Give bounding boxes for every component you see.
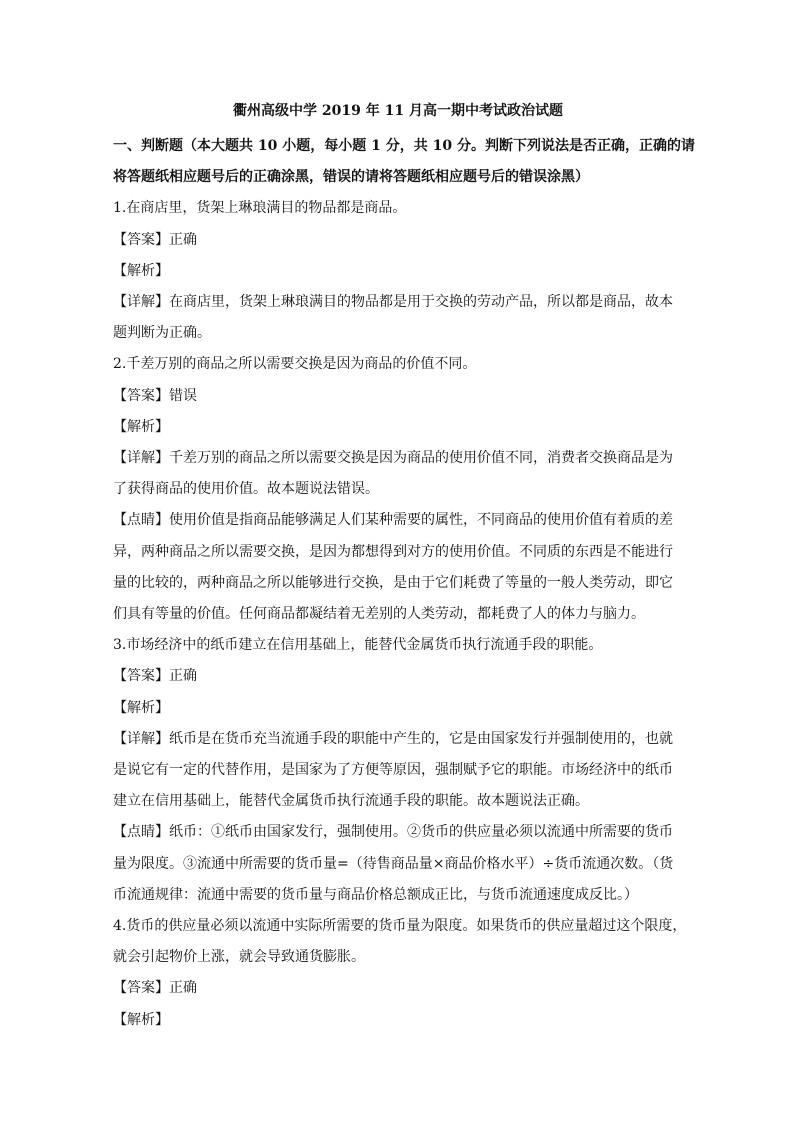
question-3-detail-line-1: 【详解】纸币是在货币充当流通手段的职能中产生的，它是由国家发行并强制使用的，也就	[113, 730, 673, 747]
question-1-analysis-label: 【解析】	[113, 262, 169, 279]
question-1-answer: 【答案】正确	[113, 231, 197, 248]
question-3-analysis-label: 【解析】	[113, 699, 169, 716]
question-1-detail-line-2: 题判断为正确。	[113, 325, 211, 342]
question-3-detail-line-3: 建立在信用基础上，能替代金属货币执行流通手段的职能。故本题说法正确。	[113, 793, 589, 810]
question-1: 1.在商店里，货架上琳琅满目的物品都是商品。	[113, 200, 407, 217]
question-4-line-1: 4.货币的供应量必须以流通中实际所需要的货币量为限度。如果货币的供应量超过这个限度，	[113, 918, 687, 935]
question-3-answer: 【答案】正确	[113, 668, 197, 685]
exam-title: 衢州高级中学 2019 年 11 月高一期中考试政治试题	[233, 103, 563, 119]
section-heading-line-1: 一、判断题（本大题共 10 小题，每小题 1 分，共 10 分。判断下列说法是否正确，正确的请	[113, 138, 695, 154]
question-4-answer: 【答案】正确	[113, 980, 197, 997]
question-2-note-line-2: 异，两种商品之所以需要交换，是因为都想得到对方的使用价值。不同质的东西是不能进行	[113, 543, 673, 560]
document-page	[113, 100, 695, 1036]
question-3-note-line-2: 量为限度。③流通中所需要的货币量=（待售商品量×商品价格水平）÷货币流通次数。（货	[113, 855, 674, 872]
question-2-detail-line-1: 【详解】千差万别的商品之所以需要交换是因为商品的使用价值不同，消费者交换商品是为	[113, 450, 673, 467]
question-1-detail-line-1: 【详解】在商店里，货架上琳琅满目的物品都是用于交换的劳动产品，所以都是商品，故本	[113, 294, 673, 311]
question-2-analysis-label: 【解析】	[113, 418, 169, 435]
question-2-detail-line-2: 了获得商品的使用价值。故本题说法错误。	[113, 481, 379, 498]
question-2: 2.千差万别的商品之所以需要交换是因为商品的价值不同。	[113, 356, 477, 373]
question-3: 3.市场经济中的纸币建立在信用基础上，能替代金属货币执行流通手段的职能。	[113, 637, 603, 654]
question-2-note-line-1: 【点睛】使用价值是指商品能够满足人们某种需要的属性，不同商品的使用价值有着质的差	[113, 512, 673, 529]
question-4-line-2: 就会引起物价上涨，就会导致通货膨胀。	[113, 949, 365, 966]
section-heading-line-2: 将答题纸相应题号后的正确涂黑，错误的请将答题纸相应题号后的错误涂黑）	[113, 169, 589, 186]
question-2-note-line-4: 们具有等量的价值。任何商品都凝结着无差别的人类劳动，都耗费了人的体力与脑力。	[113, 606, 645, 623]
question-3-detail-line-2: 是说它有一定的代替作用，是国家为了方便等原因，强制赋予它的职能。市场经济中的纸币	[113, 762, 673, 779]
question-2-answer: 【答案】错误	[113, 387, 197, 404]
question-2-note-line-3: 量的比较的，两种商品之所以能够进行交换，是由于它们耗费了等量的一般人类劳动，即它	[113, 574, 673, 591]
question-4-analysis-label: 【解析】	[113, 1011, 169, 1028]
question-3-note-line-3: 币流通规律：流通中需要的货币量与商品价格总额成正比，与货币流通速度成反比。）	[113, 886, 638, 903]
question-3-note-line-1: 【点睛】纸币：①纸币由国家发行，强制使用。②货币的供应量必须以流通中所需要的货币	[113, 824, 673, 841]
